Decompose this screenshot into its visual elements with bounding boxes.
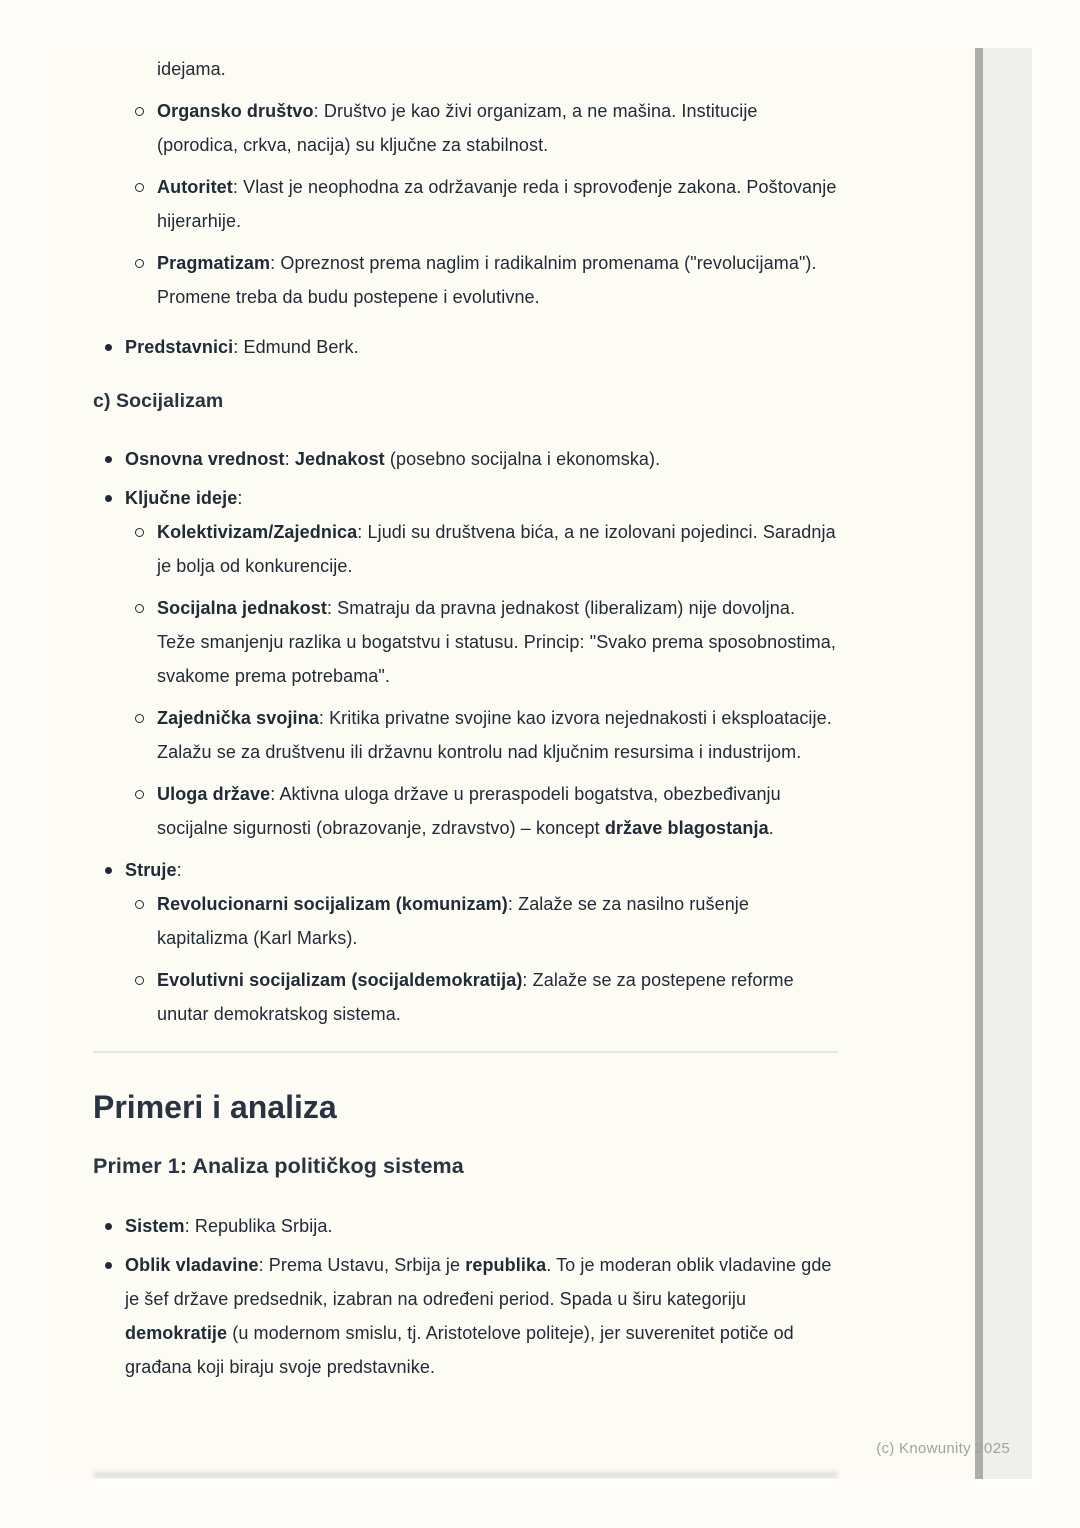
bold-text: Organsko društvo (157, 101, 314, 121)
sub-bullet-list (125, 94, 838, 314)
text: . (768, 818, 774, 838)
bold-text: Revolucionarni socijalizam (komunizam) (157, 894, 508, 914)
list-item (125, 963, 838, 1031)
text: : Opreznost prema naglim i radikalnim promenama ("revolucijama"). Promene treba da budu postepene i evolutivne. (157, 253, 817, 307)
section-divider (93, 1051, 838, 1053)
text: : Republika Srbija. (184, 1216, 333, 1236)
list-item (125, 701, 838, 769)
text: (posebno socijalna i ekonomska). (384, 449, 661, 469)
subsection-heading: c) Socijalizam (93, 390, 224, 412)
list-item (125, 94, 838, 162)
list-item (125, 777, 838, 845)
text: : Kritika privatne svojine kao izvora nejednakosti i eksploatacije. Zalažu se za društvenu ili državnu kontrolu nad ključnim resursima i industrijom. (157, 708, 832, 762)
list-item (125, 887, 838, 955)
bold-text: Jednakost (294, 449, 385, 469)
text: : Zalaže se za nasilno rušenje kapitalizma (Karl Marks). (157, 894, 750, 948)
bold-text: Struje (125, 860, 177, 880)
bullet-list (93, 330, 838, 364)
text: : (176, 860, 182, 880)
list-item (93, 853, 838, 1031)
list-item (93, 330, 838, 364)
sub-bullet-list (125, 515, 838, 845)
bold-text: Evolutivni socijalizam (socijaldemokratija) (157, 970, 523, 990)
bold-text: Osnovna vrednost (125, 449, 285, 469)
bold-text: Kolektivizam/Zajednica (157, 522, 358, 542)
text: : Zalaže se za postepene reforme unutar demokratskog sistema. (157, 970, 794, 1024)
page-bottom-shadow (93, 1472, 838, 1478)
document-content (48, 48, 975, 1384)
text: : Prema Ustavu, Srbija je (258, 1255, 466, 1275)
bold-text: Predstavnici (125, 337, 234, 357)
list-item (125, 515, 838, 583)
text: : (284, 449, 295, 469)
bold-text: Ključne ideje (125, 488, 238, 508)
bold-text: Autoritet (157, 177, 233, 197)
bold-text: demokratije (125, 1323, 228, 1343)
list-item (93, 481, 838, 845)
section-heading: Primeri i analiza (93, 1089, 337, 1125)
text: : Smatraju da pravna jednakost (liberalizam) nije dovoljna. Teže smanjenju razlika u bogatstvu i statusu. Princip: "Svako prema sposobnostima, svakome prema potrebama". (157, 598, 836, 686)
text: : Vlast je neophodna za održavanje reda i sprovođenje zakona. Poštovanje hijerarhije. (157, 177, 837, 231)
list-item (93, 442, 838, 476)
text: : Ljudi su društvena bića, a ne izolovani pojedinci. Saradnja je bolja od konkurencije. (157, 522, 836, 576)
list-item (93, 1248, 838, 1384)
list-item (125, 170, 838, 238)
bold-text: Uloga države (157, 784, 271, 804)
text: : Društvo je kao živi organizam, a ne mašina. Institucije (porodica, crkva, nacija) su ključne za stabilnost. (157, 101, 758, 155)
list-item (93, 1209, 838, 1243)
bullet-list (93, 442, 838, 1031)
bold-text: Zajednička svojina (157, 708, 319, 728)
list-item (125, 591, 838, 693)
text: : Aktivna uloga države u preraspodeli bogatstva, obezbeđivanju socijalne sigurnosti (obrazovanje, zdravstvo) – koncept (157, 784, 781, 838)
scrollbar-track[interactable] (975, 48, 1032, 1479)
scrollbar-thumb[interactable] (975, 48, 983, 1479)
text: (u modernom smislu, tj. Aristotelove politeje), jer suverenitet potiče od građana koji biraju svoje predstavnike. (125, 1323, 794, 1377)
subsection-heading: Primer 1: Analiza političkog sistema (93, 1154, 464, 1178)
bold-text: države blagostanja (604, 818, 769, 838)
sub-bullet-list (125, 887, 838, 1031)
bold-text: Sistem (125, 1216, 185, 1236)
bold-text: Socijalna jednakost (157, 598, 327, 618)
bold-text: republika (465, 1255, 547, 1275)
paragraph-continuation (157, 52, 838, 86)
text: idejama. (157, 59, 226, 79)
bullet-list (93, 1209, 838, 1384)
watermark: (c) Knowunity 2025 (876, 1440, 1010, 1457)
list-item (125, 246, 838, 314)
text: . To je moderan oblik vladavine gde je šef države predsednik, izabran na određeni period. Spada u širu kategoriju (125, 1255, 832, 1309)
document-page (48, 48, 975, 1479)
bold-text: Pragmatizam (157, 253, 271, 273)
text: : Edmund Berk. (233, 337, 359, 357)
text: : (237, 488, 243, 508)
bold-text: Oblik vladavine (125, 1255, 259, 1275)
